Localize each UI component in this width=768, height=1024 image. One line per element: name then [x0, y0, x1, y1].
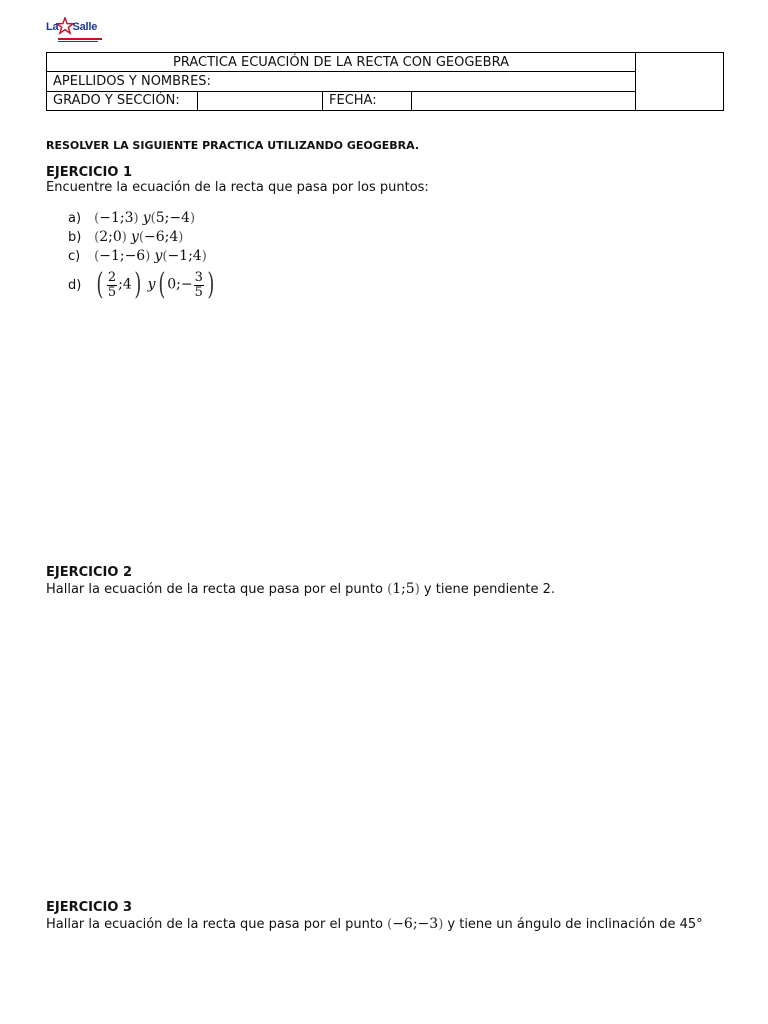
- ejercicio3-text-before: Hallar la ecuación de la recta que pasa por el punto: [46, 917, 388, 932]
- list-item: d) ( $\frac{2}{5}$ ;4) y( 0;− $\frac{3}{5}$ ): [68, 267, 215, 302]
- ejercicio1-text: Encuentre la ecuación de la recta que pasa por los puntos:: [46, 180, 429, 195]
- ejercicio2-text-before: Hallar la ecuación de la recta que pasa por el punto: [46, 582, 388, 597]
- conjunction: y: [130, 229, 139, 245]
- ejercicio1-heading: EJERCICIO 1: [46, 165, 132, 180]
- logo-subline: [58, 41, 98, 42]
- fraction: [107, 271, 117, 300]
- grado-label: GRADO Y SECCIÓN:: [47, 91, 198, 110]
- logo-underline: [58, 38, 102, 40]
- item-label: a): [68, 211, 82, 226]
- list-item: b) (2;0) y(−6;4): [68, 229, 184, 245]
- conjunction: y: [142, 210, 151, 226]
- ejercicio3-heading: EJERCICIO 3: [46, 900, 132, 915]
- ejercicio3-text: Hallar la ecuación de la recta que pasa por el punto (−6;−3) y tiene un ángulo de inclinación de 45°: [46, 916, 703, 932]
- list-item: c) (−1;−6) y(−1;4): [68, 248, 207, 264]
- point-a1: −1;3: [99, 210, 134, 226]
- ejercicio2-text-after: y tiene pendiente 2.: [419, 582, 556, 597]
- point-c1: −1;−6: [99, 248, 146, 264]
- school-logo: [46, 17, 102, 45]
- ejercicio2-heading: EJERCICIO 2: [46, 565, 132, 580]
- logo-text: [46, 21, 97, 33]
- point-d1-rest: ;4: [118, 276, 132, 293]
- instruction: RESOLVER LA SIGUIENTE PRACTICA UTILIZANDO GEOGEBRA.: [46, 139, 420, 152]
- apellidos-label: APELLIDOS Y NOMBRES:: [47, 72, 636, 91]
- point-c2: −1;4: [167, 248, 202, 264]
- logo-salle: Salle: [72, 21, 98, 33]
- ejercicio2-point: 1;5: [392, 581, 415, 597]
- point-a2: 5;−4: [155, 210, 190, 226]
- fecha-field[interactable]: [412, 91, 636, 110]
- ejercicio2-text: Hallar la ecuación de la recta que pasa por el punto (1;5) y tiene pendiente 2.: [46, 581, 556, 597]
- grado-field[interactable]: [198, 91, 323, 110]
- fraction-numerator: 3: [194, 269, 203, 285]
- grade-box: [636, 53, 724, 111]
- point-d2-start: 0;−: [167, 276, 193, 293]
- ejercicio3-text-after: y tiene un ángulo de inclinación de 45°: [443, 917, 703, 932]
- practice-title: PRACTICA ECUACIÓN DE LA RECTA CON GEOGEBRA: [47, 53, 636, 72]
- item-label: b): [68, 230, 82, 245]
- fecha-label: FECHA:: [323, 91, 412, 110]
- item-label: d): [68, 277, 82, 293]
- point-b1: 2;0: [99, 229, 122, 245]
- ejercicio3-point: −6;−3: [392, 916, 439, 932]
- fraction: [194, 271, 204, 300]
- item-label: c): [68, 249, 81, 264]
- fraction-numerator: 2: [107, 269, 117, 285]
- conjunction: y: [154, 248, 163, 264]
- point-b2: −6;4: [143, 229, 179, 245]
- header-table: [46, 52, 724, 111]
- conjunction: y: [147, 276, 156, 293]
- logo-la: La: [46, 21, 59, 33]
- list-item: a) (−1;3) y(5;−4): [68, 210, 196, 226]
- fraction-denominator: 5: [194, 284, 203, 300]
- fraction-denominator: 5: [107, 284, 117, 300]
